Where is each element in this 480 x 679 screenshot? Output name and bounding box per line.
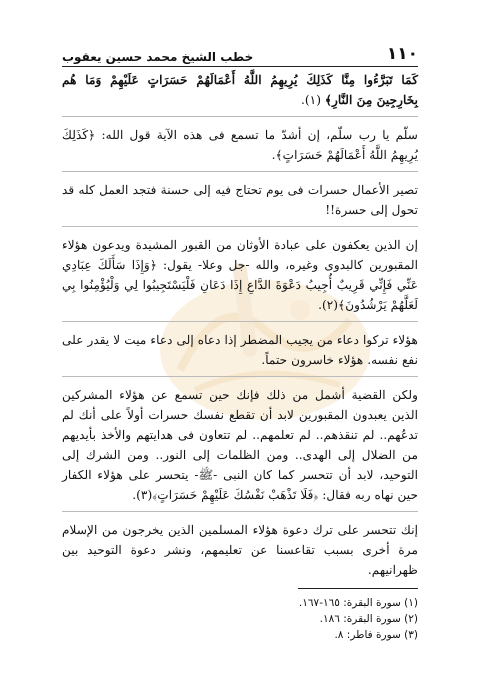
footnote: (٣) سورة فاطر: ٨. — [334, 629, 418, 641]
paragraph: تصير الأعمال حسرات فى يوم تحتاج فيه إلى حسنة فتجد العمل كله قد تحول إلى حسرة!! — [62, 180, 418, 227]
paragraph: إنك تتحسر على ترك دعوة هؤلاء المسلمين الذين يخرجون من الإسلام مرة أخرى بسبب تقاعسنا عن تعليمهم، ونشر دعوة التوحيد بين ظهرانيهم. — [62, 523, 418, 577]
paragraph-text: (١). — [301, 93, 321, 107]
quran-verse: كَمَا تَبَرَّءُوا مِنَّا كَذَلِكَ يُرِيهِمُ اللَّهُ أَعْمَالَهُمْ حَسَرَاتٍ عَلَيْهِمْ وَمَا هُم بِخَارِجِينَ مِنَ النَّارِ﴾ — [62, 73, 418, 107]
paragraph: إن الذين يعكفون على عبادة الأوثان من القبور المشيدة ويدعون هؤلاء المقبورين كالبدوى وغيره، والله -جل وعلا- يقول: ﴿وَإِذَا سَأَلَكَ عِبَادِي عَنِّي فَإِنِّي قَرِيبٌ أُجِيبُ دَعْوَةَ الدَّاعِ إِذَا دَعَانِ فَلْيَسْتَجِيبُوا لِي وَلْيُؤْمِنُوا بِي لَعَلَّهُمْ يَرْشُدُونَ﴾(٢). — [62, 235, 418, 322]
footnotes — [62, 588, 418, 643]
paragraph: ولكن القضية أشمل من ذلك فإنك حين تسمع عن هؤلاء المشركين الذين يعبدون المقبورين لابد أن تقطع نفسك حسرات أولاً على أنك لم تدعُهم.. لم تنقذهم.. لم تعلمهم.. لم تتعاون فى هدايتهم والأخذ بأيديهم من الضلال إلى الهدى.. ومن الظلمات إلى النور.. ومن الشرك إلى التوحيد، لابد أن تتحسر كما كان النبى -ﷺ- يتحسر على هؤلاء الكفار حين نهاه ربه فقال: ﴿فَلَا تَذْهَبْ نَفْسُكَ عَلَيْهِمْ حَسَرَاتٍ﴾(٣). — [62, 385, 418, 512]
page-body — [62, 70, 418, 584]
running-title: خطب الشيخ محمد حسين يعقوب — [62, 50, 254, 64]
footnote: (٢) سورة البقرة: ١٨٦. — [319, 613, 418, 625]
page-number: ١١٠ — [386, 44, 418, 64]
paragraph: هؤلاء تركوا دعاء من يجيب المضطر إذا دعاه إلى دعاء ميت لا يقدر على نفع نفسه. هؤلاء خاسرون حتماً. — [62, 330, 418, 377]
footnote: (١) سورة البقرة: ١٦٥-١٦٧. — [298, 597, 418, 609]
paragraph: سلّم يا رب سلّم، إن أشدّ ما تسمع فى هذه الآية قول الله: ﴿كَذَلِكَ يُرِيهِمُ اللَّهُ أَعْمَالَهُمْ حَسَرَاتٍ﴾. — [62, 125, 418, 172]
page-header — [62, 38, 418, 67]
paragraph — [62, 70, 418, 117]
footnote-divider — [298, 588, 418, 589]
